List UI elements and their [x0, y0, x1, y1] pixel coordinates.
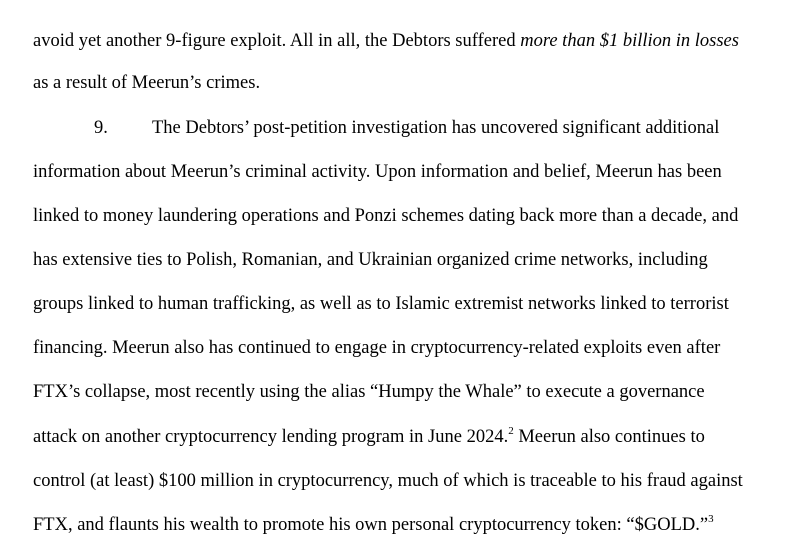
text-line	[33, 72, 260, 94]
text-segment: linked to money laundering operations and Ponzi schemes dating back more than a decade, and	[33, 206, 739, 226]
footnote-reference[interactable]: 3	[708, 513, 714, 525]
text-segment: Meerun also continues to	[513, 427, 705, 447]
text-line	[33, 514, 714, 536]
text-segment: as a result of Meerun’s crimes.	[33, 73, 261, 93]
text-segment: FTX’s collapse, most recently using the alias “Humpy the Whale” to execute a governance	[33, 382, 705, 402]
text-segment: avoid yet another 9-figure exploit. All in all, the Debtors suffered	[33, 31, 521, 51]
paragraph-first-line	[94, 117, 719, 139]
text-line	[33, 426, 705, 448]
text-segment: attack on another cryptocurrency lending program in June 2024.	[33, 427, 509, 447]
footnote-reference[interactable]: 2	[508, 425, 514, 437]
text-segment: groups linked to human trafficking, as well as to Islamic extremist networks linked to terrorist	[33, 294, 729, 314]
text-line	[33, 205, 738, 227]
text-line	[33, 470, 743, 492]
text-line	[33, 30, 739, 52]
text-line	[33, 381, 705, 403]
emphasized-text: more than $1 billion in losses	[520, 31, 739, 51]
text-line	[33, 249, 708, 271]
paragraph-number: 9.	[94, 118, 108, 138]
text-segment: financing. Meerun also has continued to engage in cryptocurrency-related exploits even after	[33, 338, 721, 358]
text-segment: The Debtors’ post-petition investigation has uncovered significant additional	[152, 118, 720, 138]
text-line	[33, 161, 722, 183]
text-segment: has extensive ties to Polish, Romanian, and Ukrainian organized crime networks, including	[33, 250, 708, 270]
text-line	[33, 337, 720, 359]
text-segment: FTX, and flaunts his wealth to promote his own personal cryptocurrency token: “$GOLD.”	[33, 515, 709, 535]
text-segment: control (at least) $100 million in cryptocurrency, much of which is traceable to his fraud against	[33, 471, 743, 491]
text-segment: information about Meerun’s criminal activity. Upon information and belief, Meerun has been	[33, 162, 722, 182]
text-line	[33, 293, 729, 315]
